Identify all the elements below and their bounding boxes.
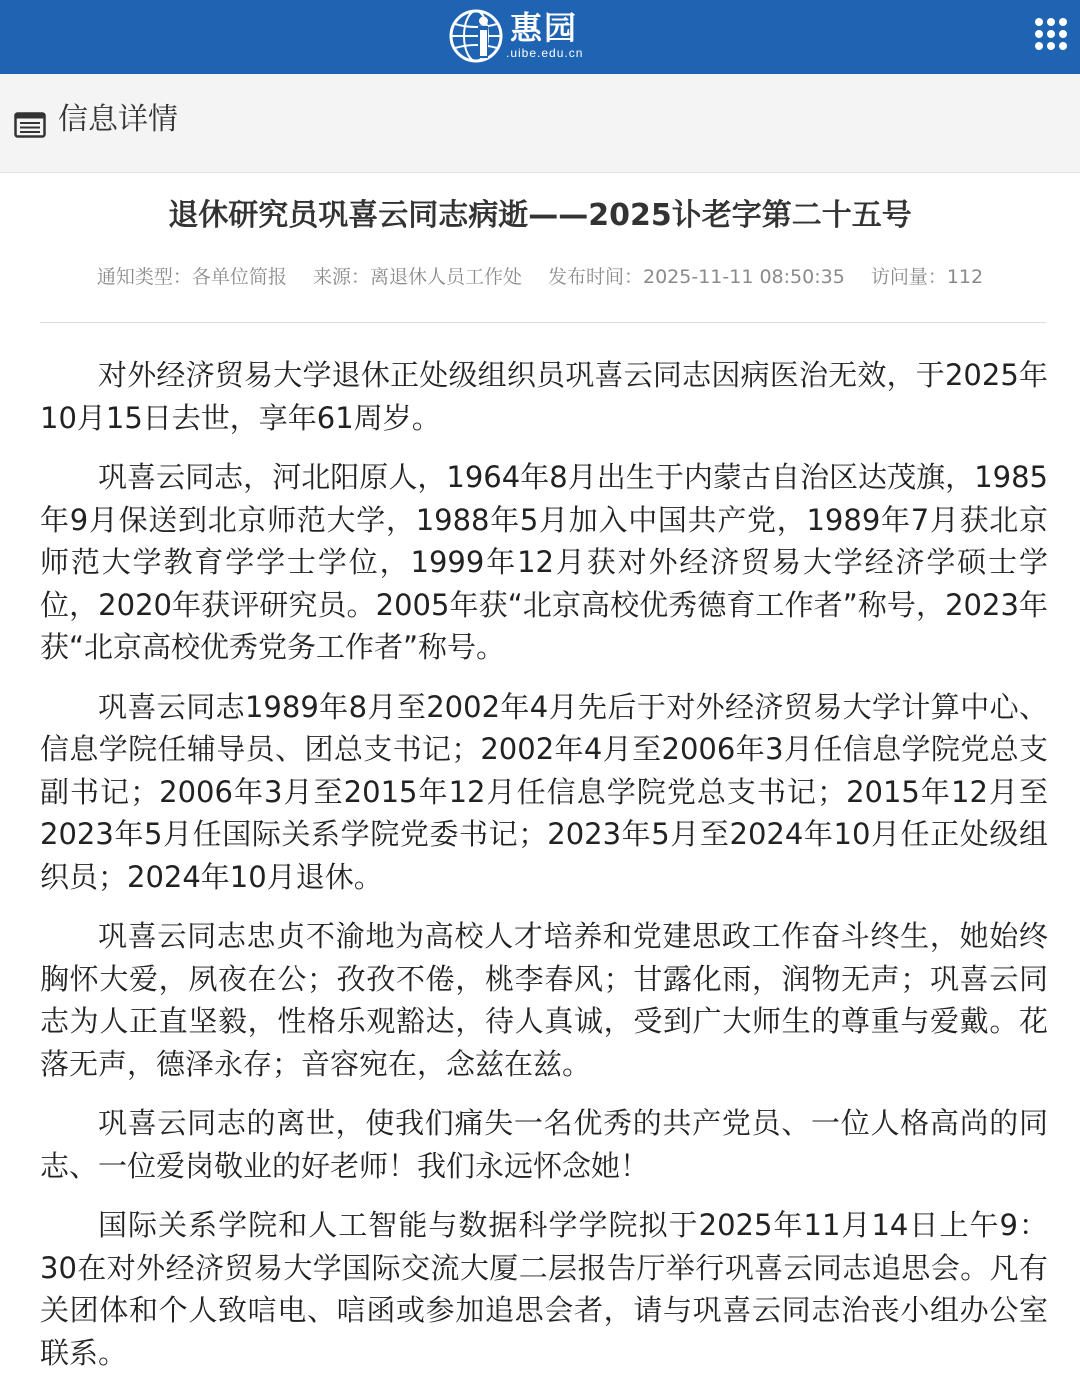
article-paragraph: 国际关系学院和人工智能与数据科学学院拟于2025年11月14日上午9：30在对外经济贸易大学国际交流大厦二层报告厅举行巩喜云同志追思会。凡有关团体和个人致唁电、唁函或参加追思会者，请与巩喜云同志治丧小组办公室联系。 [40,1208,1048,1370]
article-title: 退休研究员巩喜云同志病逝——2025讣老字第二十五号 [168,198,912,233]
article-paragraph: 巩喜云同志的离世，使我们痛失一名优秀的共产党员、一位人格高尚的同志、一位爱岗敬业的好老师！我们永远怀念她！ [40,1106,1048,1183]
grid-menu-icon[interactable] [1033,16,1069,52]
site-logo[interactable] [448,6,598,66]
divider [40,322,1046,323]
article-meta [0,262,1080,292]
section-header [0,74,1080,173]
meta-views: 访问量：112 [870,266,984,288]
logo-text: 惠园 [510,9,579,47]
meta-type: 通知类型：各单位简报 [96,266,287,288]
logo-url: .uibe.edu.cn [506,46,584,60]
article-paragraph: 巩喜云同志，河北阳原人，1964年8月出生于内蒙古自治区达茂旗，1985年9月保送到北京师范大学，1988年5月加入中国共产党，1989年7月获北京师范大学教育学学士学位，1999年12月获对外经济贸易大学经济学硕士学位，2020年获评研究员。2005年获“北京高校优秀德育工作者”称号，2023年获“北京高校优秀党务工作者”称号。 [40,460,1048,664]
meta-source: 来源：离退休人员工作处 [312,266,522,288]
article-paragraph: 对外经济贸易大学退休正处级组织员巩喜云同志因病医治无效，于2025年10月15日去世，享年61周岁。 [40,358,1048,435]
article-body [40,354,1048,1391]
list-icon [14,112,46,138]
top-bar [0,0,1080,74]
article-paragraph: 巩喜云同志1989年8月至2002年4月先后于对外经济贸易大学计算中心、信息学院任辅导员、团总支书记；2002年4月至2006年3月任信息学院党总支副书记；2006年3月至2015年12月任信息学院党总支书记；2015年12月至2023年5月任国际关系学院党委书记；2023年5月至2024年10月任正处级组织员；2024年10月退休。 [40,689,1048,894]
article-paragraph: 巩喜云同志忠贞不渝地为高校人才培养和党建思政工作奋斗终生，她始终胸怀大爱，夙夜在公；孜孜不倦，桃李春风；甘露化雨，润物无声；巩喜云同志为人正直坚毅，性格乐观豁达，待人真诚，受到广大师生的尊重与爱戴。花落无声，德泽永存；音容宛在，念兹在兹。 [40,919,1048,1081]
section-title: 信息详情 [58,102,178,137]
globe-i-logo-icon [448,8,504,64]
meta-published: 发布时间：2025-11-11 08:50:35 [548,266,845,288]
